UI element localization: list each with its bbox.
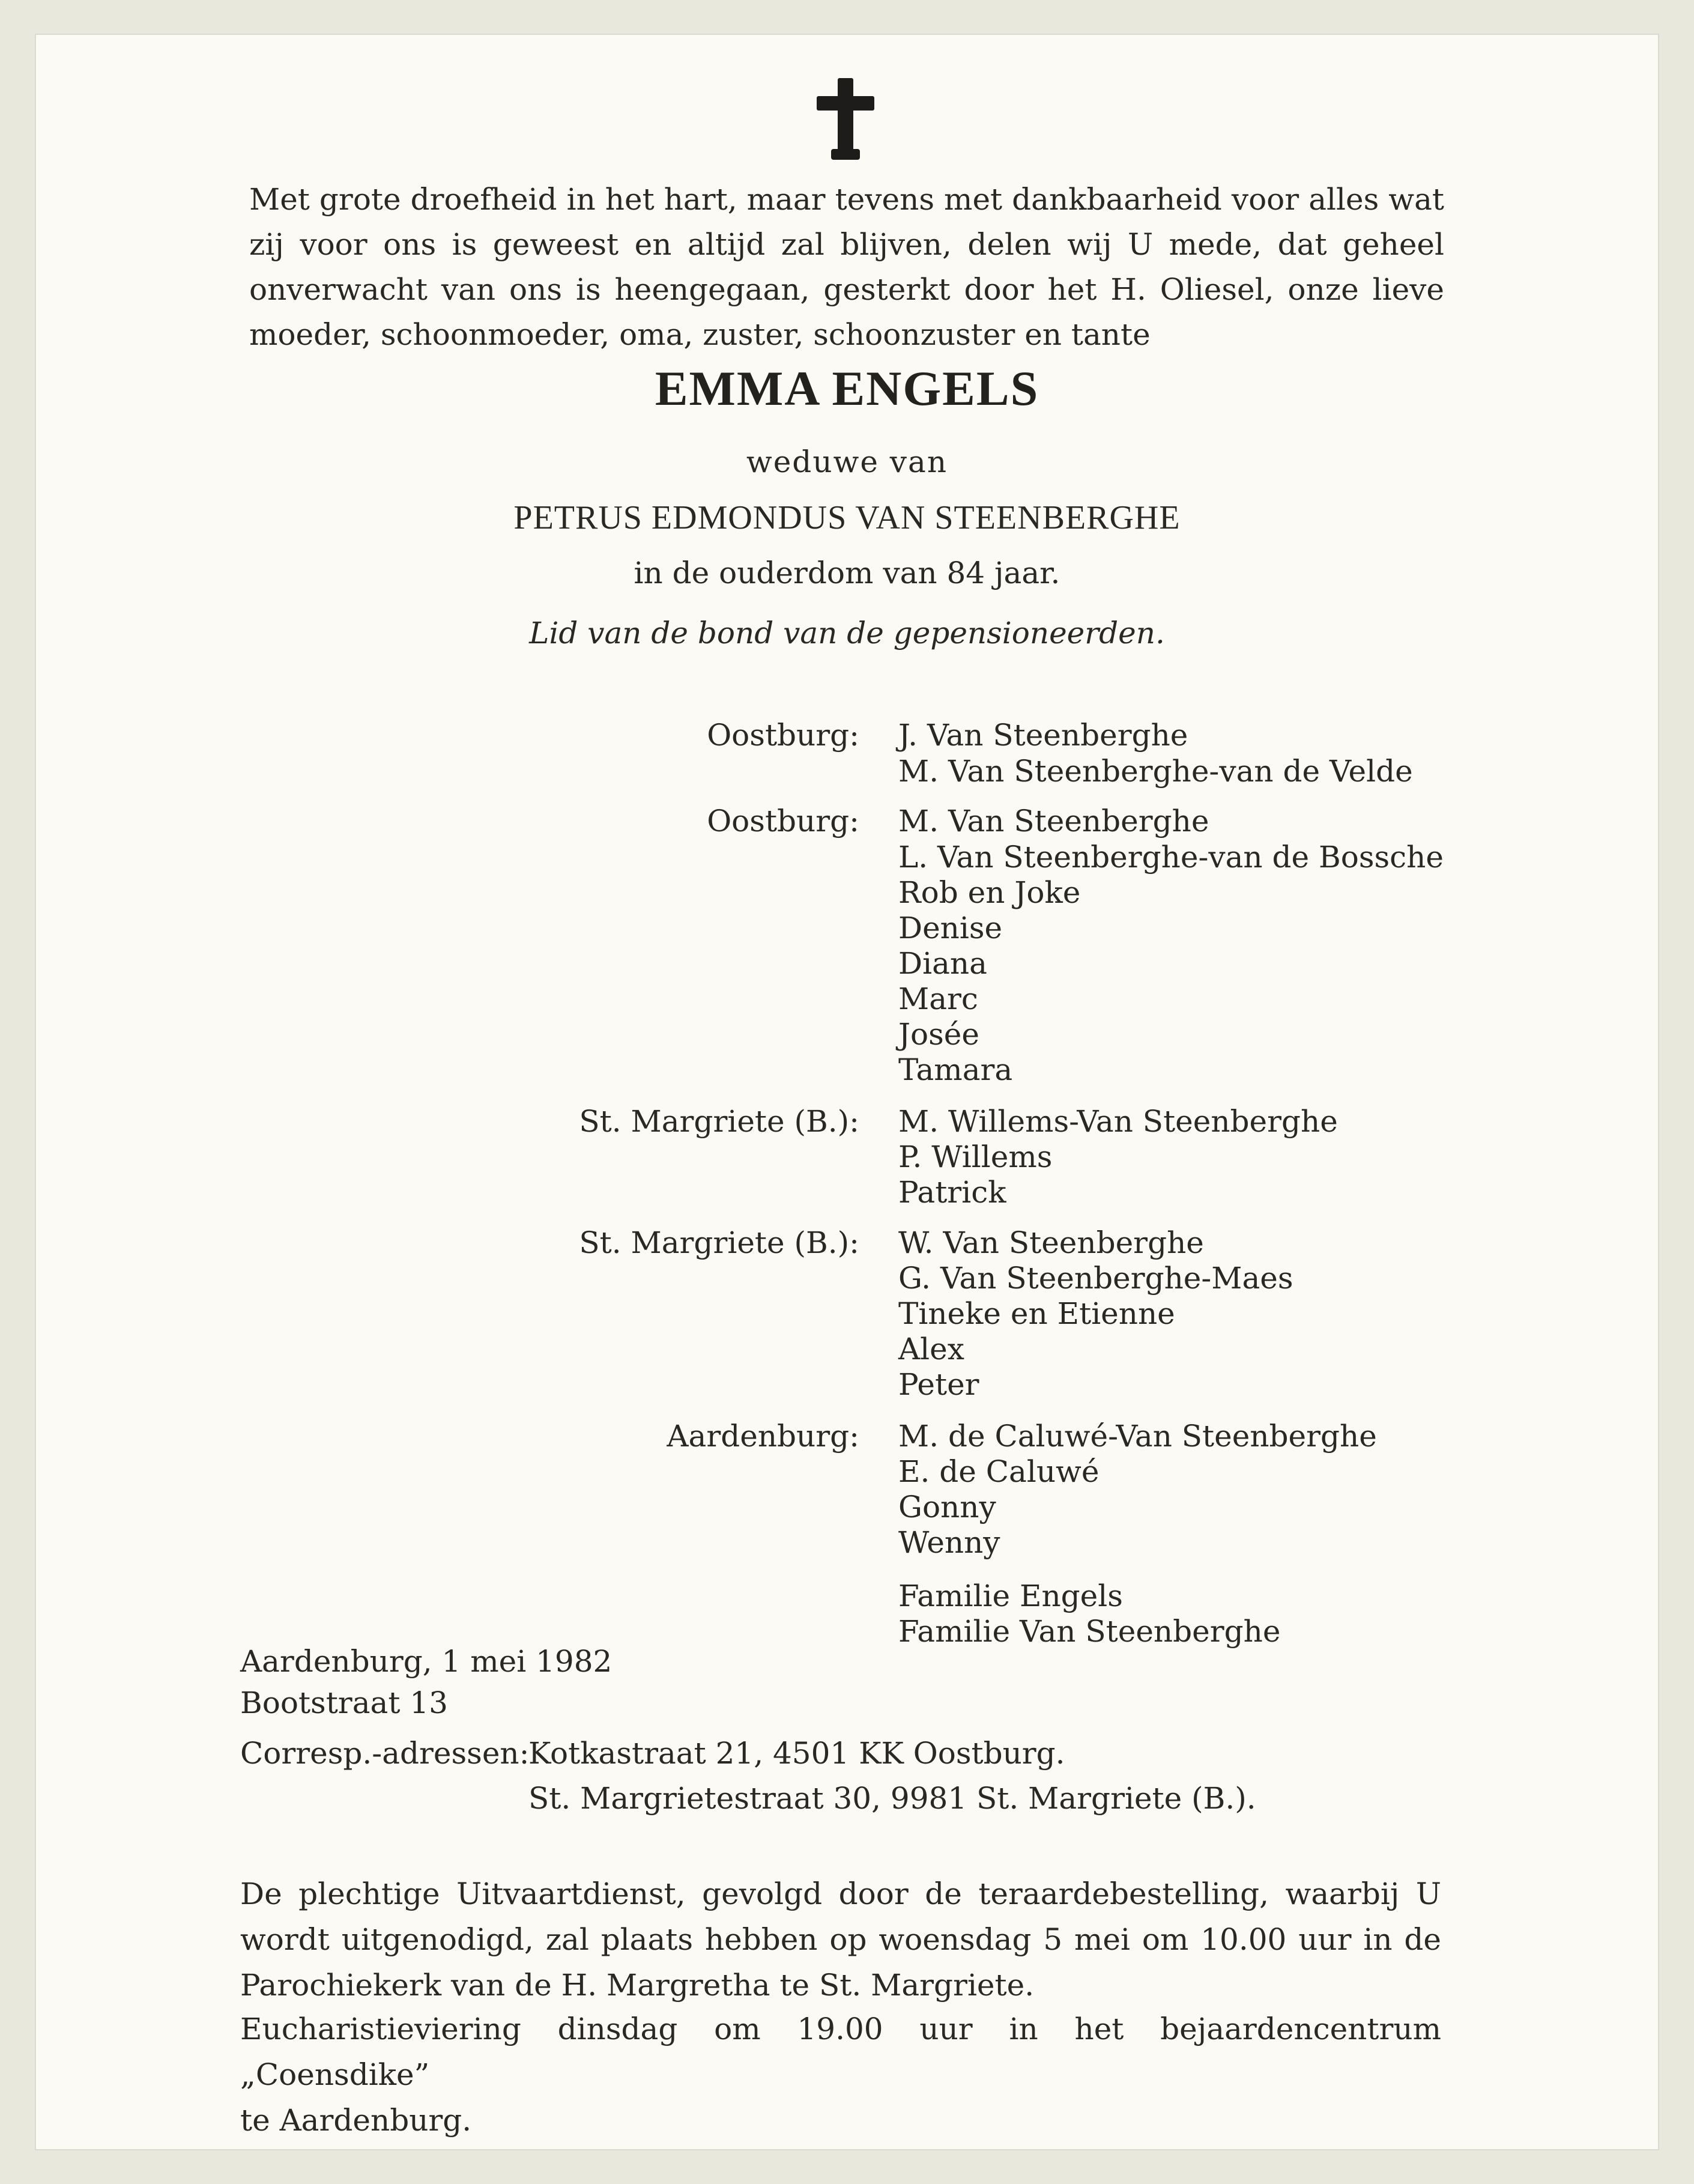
family-member: L. Van Steenberghe-van de Bossche: [898, 840, 1444, 875]
membership-text: Lid van de bond van de gepensioneerden.: [529, 616, 1165, 651]
family-member: G. Van Steenberghe-Maes: [898, 1261, 1293, 1296]
family-member: Tineke en Etienne: [898, 1296, 1175, 1331]
intro-line: moeder, schoonmoeder, oma, zuster, schoonzuster en tante: [249, 317, 1151, 352]
service-line: De plechtige Uitvaartdienst, gevolgd door de teraardebestelling, waarbij U: [240, 1876, 1441, 1911]
family-member: Patrick: [898, 1175, 1006, 1210]
service-line: wordt uitgenodigd, zal plaats hebben op woensdag 5 mei om 10.00 uur in de: [240, 1922, 1441, 1957]
family-place: Oostburg:: [707, 804, 859, 839]
family-member: J. Van Steenberghe: [898, 718, 1188, 753]
family-member: M. Van Steenberghe: [898, 804, 1209, 839]
family-member: Marc: [898, 981, 978, 1016]
family-member: P. Willems: [898, 1139, 1053, 1174]
cross-icon: [817, 78, 874, 160]
intro-line: onverwacht van ons is heengegaan, gesterkt door het H. Oliesel, onze lieve: [249, 272, 1444, 307]
family-member: Familie Van Steenberghe: [898, 1614, 1281, 1649]
family-place: Aardenburg:: [667, 1419, 859, 1454]
intro-paragraph: [249, 177, 1444, 357]
family-member: Wenny: [898, 1525, 1000, 1560]
family-member: E. de Caluwé: [898, 1454, 1100, 1489]
family-member: Familie Engels: [898, 1579, 1123, 1613]
deceased-name: EMMA ENGELS: [655, 361, 1039, 416]
intro-line: zij voor ons is geweest en altijd zal blijven, delen wij U mede, dat geheel: [249, 227, 1444, 262]
family-member: Josée: [898, 1017, 979, 1052]
family-member: Alex: [898, 1332, 964, 1367]
family-member: Gonny: [898, 1490, 996, 1524]
family-member: Denise: [898, 911, 1003, 945]
corresp-label: Corresp.-adressen:: [240, 1736, 530, 1771]
family-place: St. Margriete (B.):: [579, 1104, 859, 1139]
eucharist-line: te Aardenburg.: [240, 2103, 472, 2138]
family-member: M. de Caluwé-Van Steenberghe: [898, 1419, 1377, 1454]
place-date: Aardenburg, 1 mei 1982: [240, 1644, 613, 1679]
family-member: Tamara: [898, 1052, 1013, 1087]
family-place: St. Margriete (B.):: [579, 1225, 859, 1260]
widow-of-label: weduwe van: [746, 444, 948, 479]
eucharist-paragraph: [240, 2006, 1441, 2143]
family-member: Diana: [898, 946, 987, 981]
intro-line: Met grote droefheid in het hart, maar tevens met dankbaarheid voor alles wat: [249, 182, 1444, 217]
family-member: Peter: [898, 1367, 979, 1402]
family-member: M. Willems-Van Steenberghe: [898, 1104, 1338, 1139]
corresp-address: St. Margrietestraat 30, 9981 St. Margriete (B.).: [528, 1781, 1256, 1816]
corresp-address: Kotkastraat 21, 4501 KK Oostburg.: [528, 1736, 1065, 1771]
eucharist-line: Eucharistieviering dinsdag om 19.00 uur in het bejaardencentrum „Coensdike”: [240, 2012, 1441, 2092]
service-line: Parochiekerk van de H. Margretha te St. Margriete.: [240, 1968, 1035, 2003]
family-place: Oostburg:: [707, 718, 859, 753]
age-text: in de ouderdom van 84 jaar.: [634, 556, 1060, 590]
family-member: W. Van Steenberghe: [898, 1225, 1204, 1260]
service-paragraph: [240, 1871, 1441, 2008]
street-address: Bootstraat 13: [240, 1685, 448, 1720]
husband-name: PETRUS EDMONDUS VAN STEENBERGHE: [513, 499, 1181, 536]
family-member: Rob en Joke: [898, 875, 1081, 910]
family-member: M. Van Steenberghe-van de Velde: [898, 754, 1413, 789]
